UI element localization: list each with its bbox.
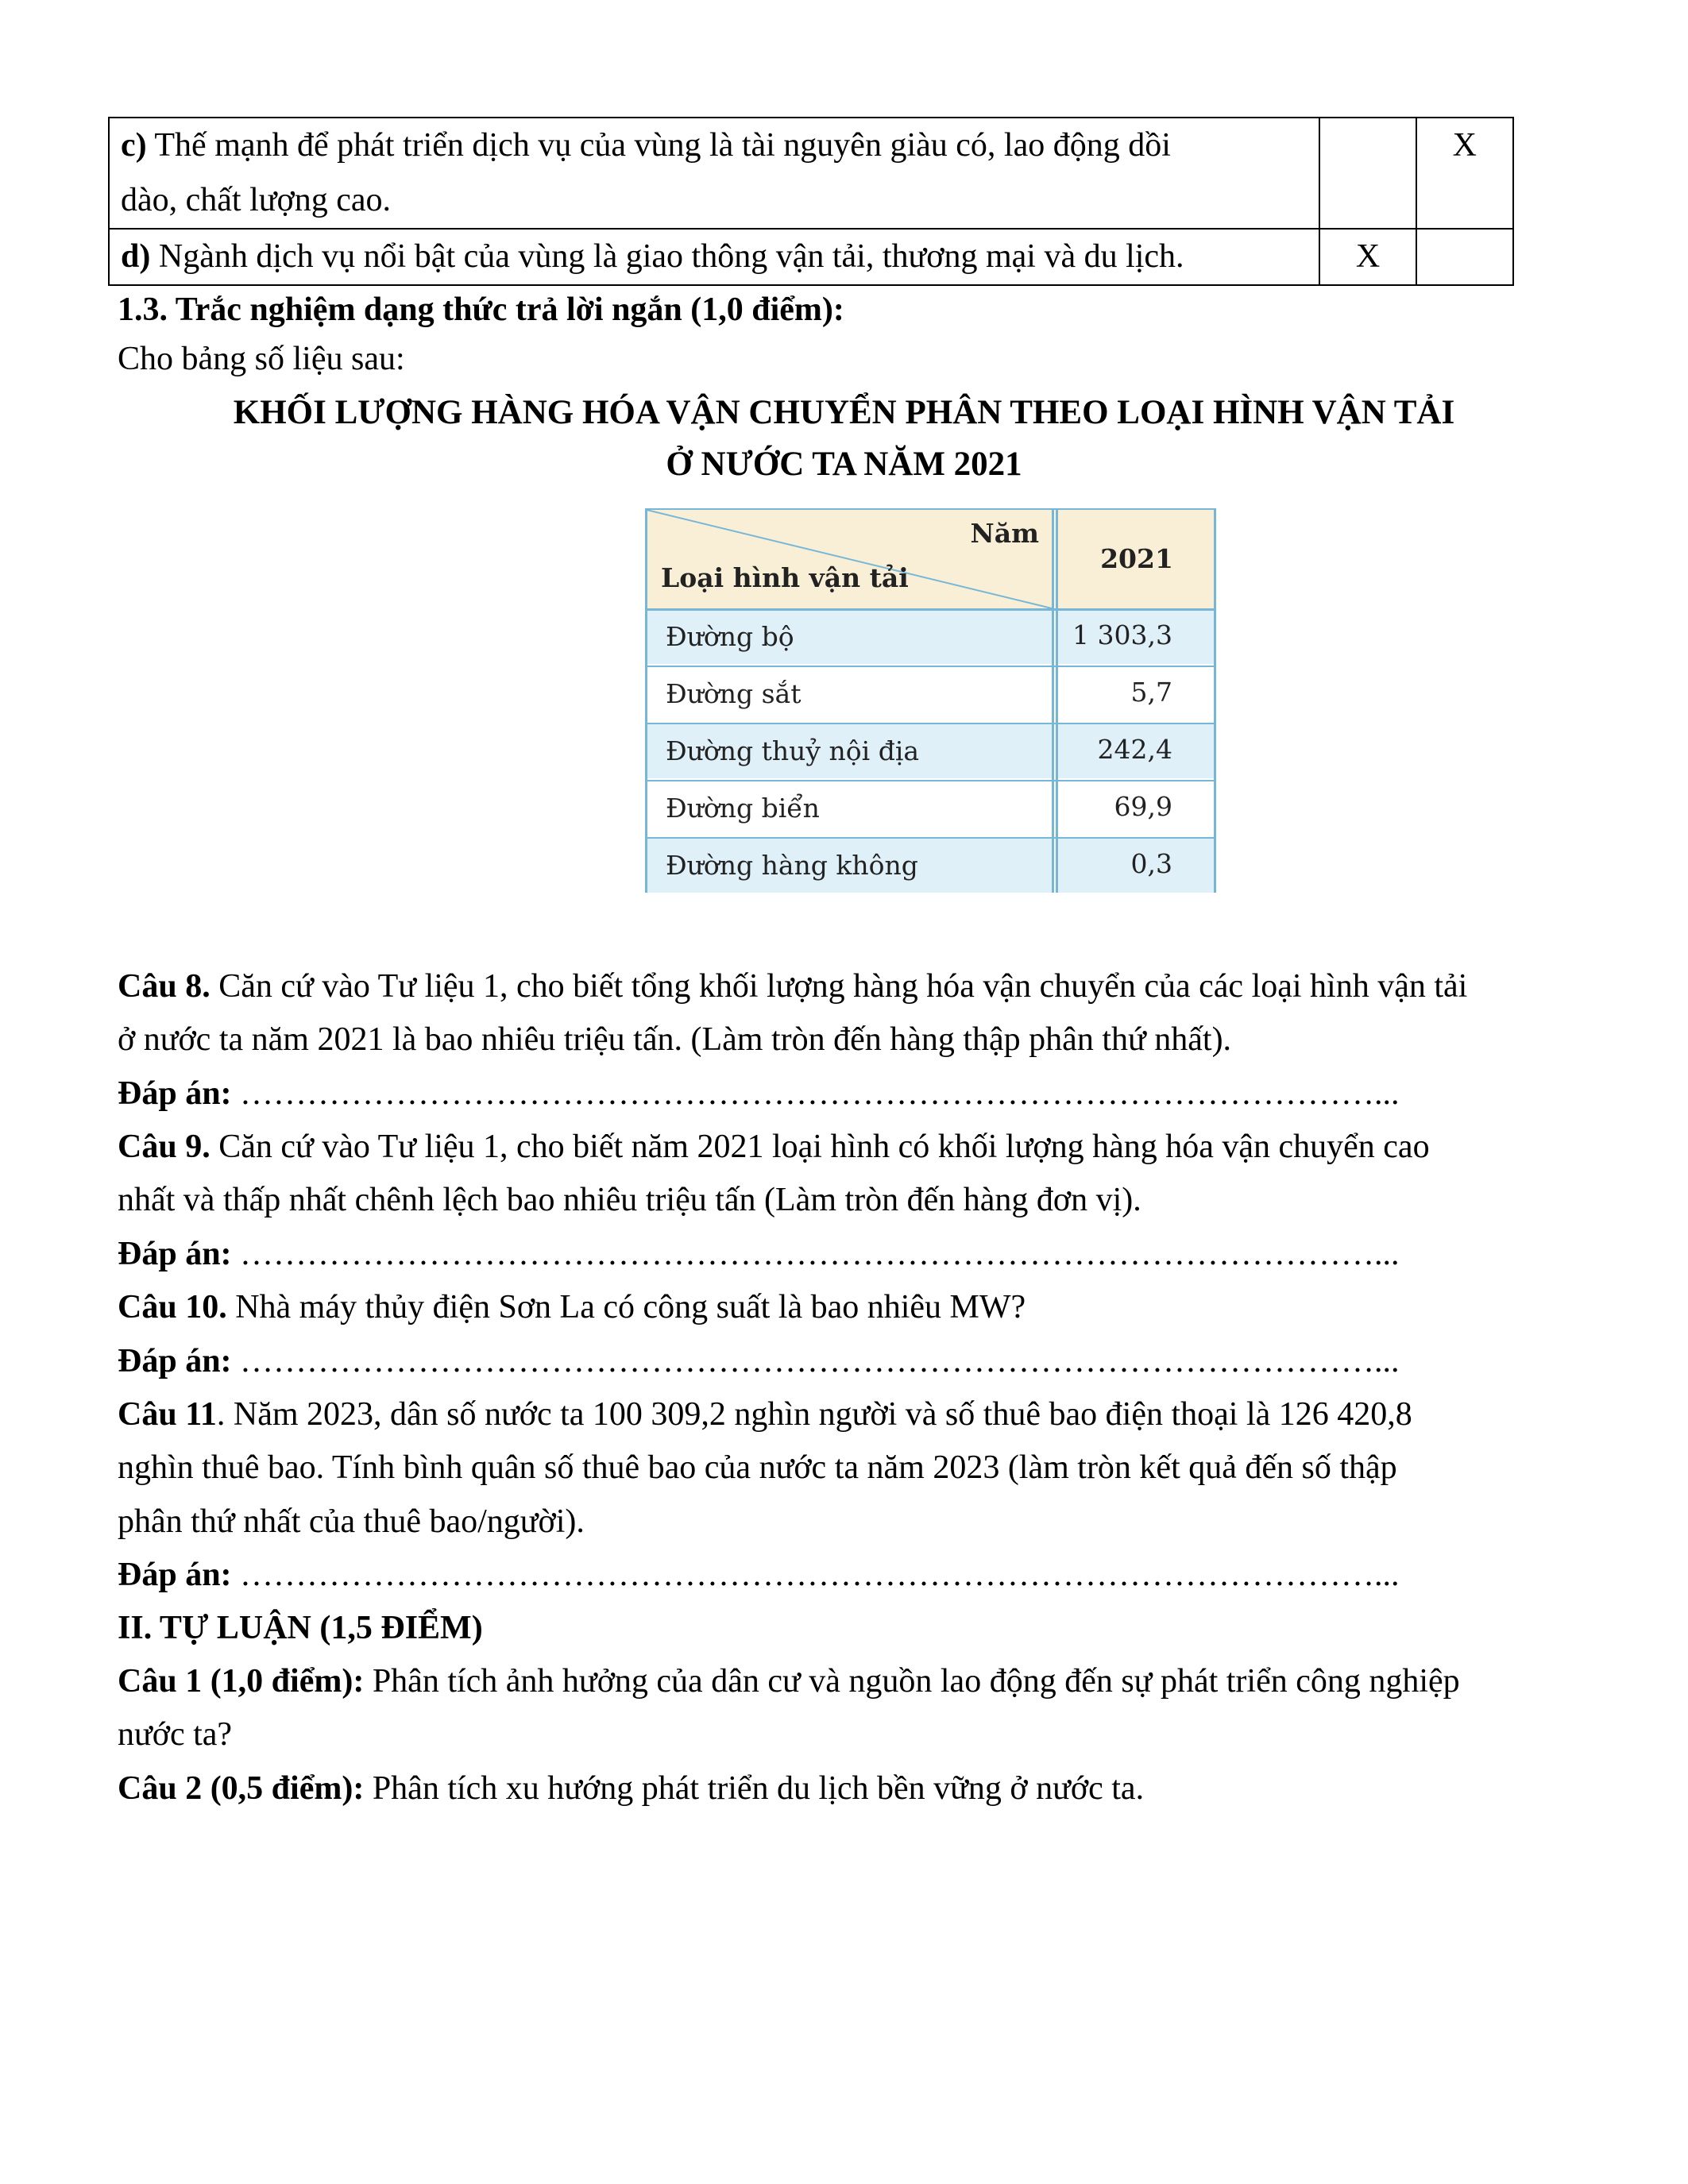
row-value: 69,9 xyxy=(1114,791,1172,822)
row-rule xyxy=(647,837,1215,839)
right-rule xyxy=(1214,508,1216,893)
false-cell xyxy=(1416,229,1513,285)
table-title-line2: Ở NƯỚC TA NĂM 2021 xyxy=(666,446,1022,483)
table-header-left xyxy=(647,510,1052,608)
row-value: 1 303,3 xyxy=(1072,619,1172,650)
question-11-line2: nghìn thuê bao. Tính bình quân số thuê bao của nước ta năm 2023 (làm tròn kết quả đến số thập xyxy=(118,1449,1397,1486)
false-cell: X xyxy=(1416,118,1513,229)
row-type: Đường bộ xyxy=(666,621,794,652)
question-9-line2: nhất và thấp nhất chênh lệch bao nhiêu triệu tấn (Làm tròn đến hàng đơn vị). xyxy=(118,1182,1141,1218)
row-rule xyxy=(647,780,1215,781)
table-row xyxy=(109,118,1513,229)
row-rule xyxy=(647,666,1215,667)
answer-line-10: Đáp án: …………………………………………………………………………………………... xyxy=(118,1343,1400,1379)
table-title-line1: KHỐI LƯỢNG HÀNG HÓA VẬN CHUYỂN PHÂN THEO LOẠI HÌNH VẬN TẢI xyxy=(233,394,1455,431)
statement-d: d) Ngành dịch vụ nổi bật của vùng là giao thông vận tải, thương mại và du lịch. xyxy=(109,229,1319,285)
row-value: 242,4 xyxy=(1097,734,1172,765)
true-cell xyxy=(1319,118,1416,229)
answer-line-11: Đáp án: …………………………………………………………………………………………... xyxy=(118,1557,1400,1593)
table-row xyxy=(647,839,1052,893)
table-row xyxy=(647,781,1052,835)
question-9-line1: Câu 9. Căn cứ vào Tư liệu 1, cho biết năm 2021 loại hình có khối lượng hàng hóa vận chuyển cao xyxy=(118,1129,1430,1165)
row-type: Đường thuỷ nội địa xyxy=(666,735,920,766)
question-10-line1: Câu 10. Nhà máy thủy điện Sơn La có công suất là bao nhiêu MW? xyxy=(118,1289,1026,1325)
question-11-line3: phân thứ nhất của thuê bao/người). xyxy=(118,1503,585,1540)
essay-question-2: Câu 2 (0,5 điểm): Phân tích xu hướng phát triển du lịch bền vững ở nước ta. xyxy=(118,1770,1145,1807)
row-rule xyxy=(647,723,1215,724)
essay-question-1-line1: Câu 1 (1,0 điểm): Phân tích ảnh hưởng của dân cư và nguồn lao động đến sự phát triển công nghiệp xyxy=(118,1663,1460,1700)
table-row xyxy=(1058,724,1215,778)
question-8-line1: Câu 8. Căn cứ vào Tư liệu 1, cho biết tổng khối lượng hàng hóa vận chuyển của các loại hình vận tải xyxy=(118,968,1468,1005)
row-value: 5,7 xyxy=(1130,677,1172,708)
header-rule xyxy=(647,608,1215,611)
statement-c: c) Thế mạnh để phát triển dịch vụ của vùng là tài nguyên giàu có, lao động dồi dào, chất lượng cao. xyxy=(109,118,1319,229)
table-row xyxy=(647,724,1052,778)
table-row xyxy=(1058,610,1215,664)
table-row xyxy=(109,229,1513,285)
mid-rule-2 xyxy=(1056,508,1058,893)
essay-question-1-line2: nước ta? xyxy=(118,1716,233,1753)
header-type-label: Loại hình vận tải xyxy=(661,562,909,593)
left-rule xyxy=(645,508,647,893)
question-8-line2: ở nước ta năm 2021 là bao nhiêu triệu tấn. (Làm tròn đến hàng thập phân thứ nhất). xyxy=(118,1021,1232,1058)
intro-text: Cho bảng số liệu sau: xyxy=(118,341,405,377)
row-type: Đường hàng không xyxy=(666,850,918,881)
true-cell: X xyxy=(1319,229,1416,285)
mid-rule xyxy=(1052,508,1054,893)
row-type: Đường sắt xyxy=(666,678,802,709)
table-row xyxy=(1058,781,1215,835)
header-year: 2021 xyxy=(1100,543,1173,574)
row-type: Đường biển xyxy=(666,793,820,824)
section-heading-2: II. TỰ LUẬN (1,5 ĐIỂM) xyxy=(118,1610,483,1646)
question-11-line1: Câu 11. Năm 2023, dân số nước ta 100 309,2 nghìn người và số thuê bao điện thoại là 126 420,8 xyxy=(118,1396,1412,1433)
answer-line-8: Đáp án: …………………………………………………………………………………………... xyxy=(118,1075,1400,1112)
row-value: 0,3 xyxy=(1130,848,1172,879)
answer-line-9: Đáp án: …………………………………………………………………………………………... xyxy=(118,1236,1400,1272)
table-row xyxy=(647,667,1052,721)
top-rule xyxy=(647,508,1215,510)
table-row xyxy=(1058,839,1215,893)
true-false-table xyxy=(108,117,1514,286)
table-header-right xyxy=(1058,510,1215,608)
table-row xyxy=(647,610,1052,664)
section-heading-1-3: 1.3. Trắc nghiệm dạng thức trả lời ngắn (1,0 điểm): xyxy=(118,291,844,328)
table-row xyxy=(1058,667,1215,721)
transport-data-table xyxy=(642,499,1214,892)
header-year-label: Năm xyxy=(970,518,1039,549)
